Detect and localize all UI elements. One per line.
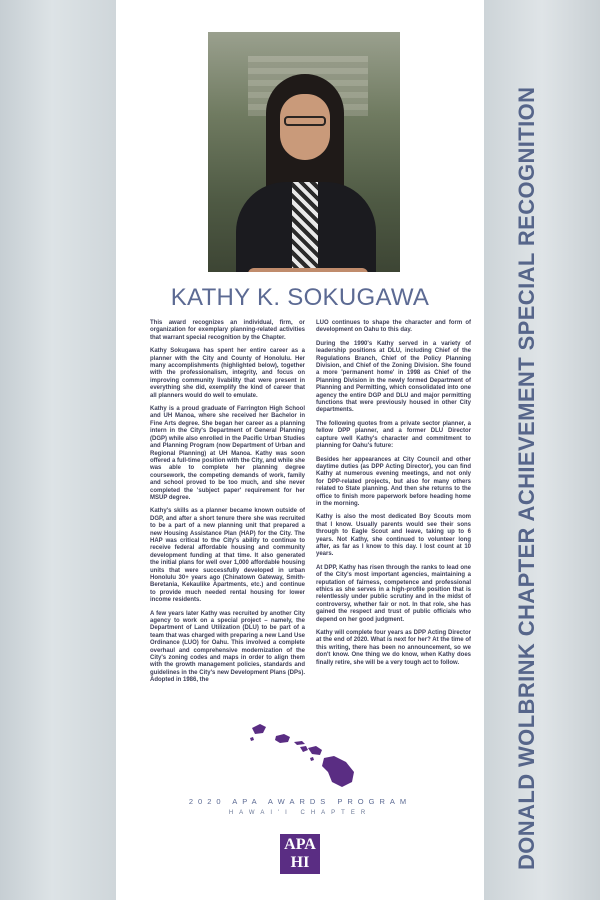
- paragraph: At DPP, Kathy has risen through the ranks to lead one of the City's most important agencies, maintaining a reputation of fairness, competence and professional ethics as she serves in a high-profile position that is relentlessly under public scrutiny and in the midst of controversy, whether fair or not. In that role, she has gained the respect and trust of public officials who depend on her good judgment.: [316, 564, 471, 623]
- apa-hawaii-logo: [280, 834, 320, 874]
- paragraph: Kathy is also the most dedicated Boy Scouts mom that I know. Usually parents would see their sons through to Eagle Scout and leave, taking up to 6 years. Not Kathy, she continued to volunteer long after, as far as I know to this day. I lost count at 10 years.: [316, 514, 471, 558]
- left-border: [0, 0, 116, 900]
- paragraph: A few years later Kathy was recruited by another City agency to work on a special project – namely, the Department of Land Utilization (DLU) to be part of a team that was charged with preparing a new Land Use Ordinance (LUO) for Oahu. This involved a complete overhaul and comprehensive modernization of the City's zoning codes and maps in order to align them with the growth management policies, standards and guidelines in the City's new Development Plans (DPs). Adopted in 1986, the: [150, 610, 305, 684]
- logo-bottom-text: HI: [290, 854, 310, 871]
- portrait-photo: [208, 32, 400, 272]
- awards-program-line: 2020 APA AWARDS PROGRAM: [188, 797, 412, 806]
- paragraph: Kathy will complete four years as DPP Acting Director at the end of 2020. What is next for her? At the time of this writing, there has been no announcement, so we don't know. One thing we do know, when Kathy does finally retire, she will be a very tough act to follow.: [316, 630, 471, 666]
- right-border: [484, 0, 600, 900]
- paragraph: Kathy Sokugawa has spent her entire career as a planner with the City and County of Honolulu. Her many accomplishments (highlighted below), together with the professionalism, integrity, and focus on improving community livability that were present in everything she did, exemplify the kind of career that all planners would do well to emulate.: [150, 348, 305, 399]
- paragraph: Besides her appearances at City Council and other daytime duties (as DPP Acting Director), you can find Kathy at numerous evening meetings, and not only for DPP-related projects, but also for many others related to State planning. And then she returns to the office to finish more paperwork before heading home in the morning.: [316, 456, 471, 507]
- paragraph: LUO continues to shape the character and form of development on Oahu to this day.: [316, 320, 471, 334]
- hawaiian-islands-graphic: [250, 722, 360, 788]
- right-text-column: [316, 320, 471, 673]
- vertical-award-title: DONALD WOLBRINK CHAPTER ACHIEVEMENT SPECIAL RECOGNITION: [514, 86, 539, 870]
- paragraph: This award recognizes an individual, firm, or organization for exemplary planning-related activities that warrant special recognition by the Chapter.: [150, 320, 305, 341]
- paragraph: Kathy is a proud graduate of Farrington High School and UH Manoa, where she received her Bachelor in Fine Arts degree. She began her career as a planning intern in the City's Department of General Planning (DGP) while also enrolled in the Pacific Urban Studies and Planning Program (now Department of Urban and Regional Planning) at UH Manoa. Kathy was soon offered a full-time position with the City, and while she was able to complete her planning degree coursework, the competing demands of work, family and school proved to be too much, and she never completed the 'subject paper' requirement for her MSUP degree.: [150, 406, 305, 501]
- left-text-column: [150, 320, 305, 691]
- logo-top-text: APA: [284, 836, 316, 853]
- honoree-name: KATHY K. SOKUGAWA: [170, 284, 430, 311]
- chapter-line: HAWAI'I CHAPTER: [228, 810, 372, 816]
- paragraph: Kathy's skills as a planner became known outside of DGP, and after a short tenure there she was recruited to be a part of a new planning unit that prepared a new Housing Assistance Plan (HAP) for the City. The HAP was critical to the City's ability to continue to receive federal affordable housing and community development funding at that time. It also generated the initial plans for well over 1,000 affordable housing units that were successfully developed in urban Honolulu 30+ years ago (Chinatown Gateway, Smith-Beretania, Kekaulike Apartments, etc.) and continue to provide much needed rental housing for lower income residents.: [150, 508, 305, 604]
- paragraph: During the 1990's Kathy served in a variety of leadership positions at DLU, including Chief of the Regulations Branch, Chief of the Policy Planning Division, and Chief of the Zoning Division. She found a more 'permanent home' in 1998 as Chief of the Planning Division in the newly formed Department of Planning and Permitting, which consolidated into one agency the entire DGP and DLU and major permitting functions that were previously housed in other City departments.: [316, 340, 471, 414]
- paragraph: The following quotes from a private sector planner, a fellow DPP planner, and a former DLU Director capture well Kathy's character and commitment to planning for Oahu's future:: [316, 420, 471, 450]
